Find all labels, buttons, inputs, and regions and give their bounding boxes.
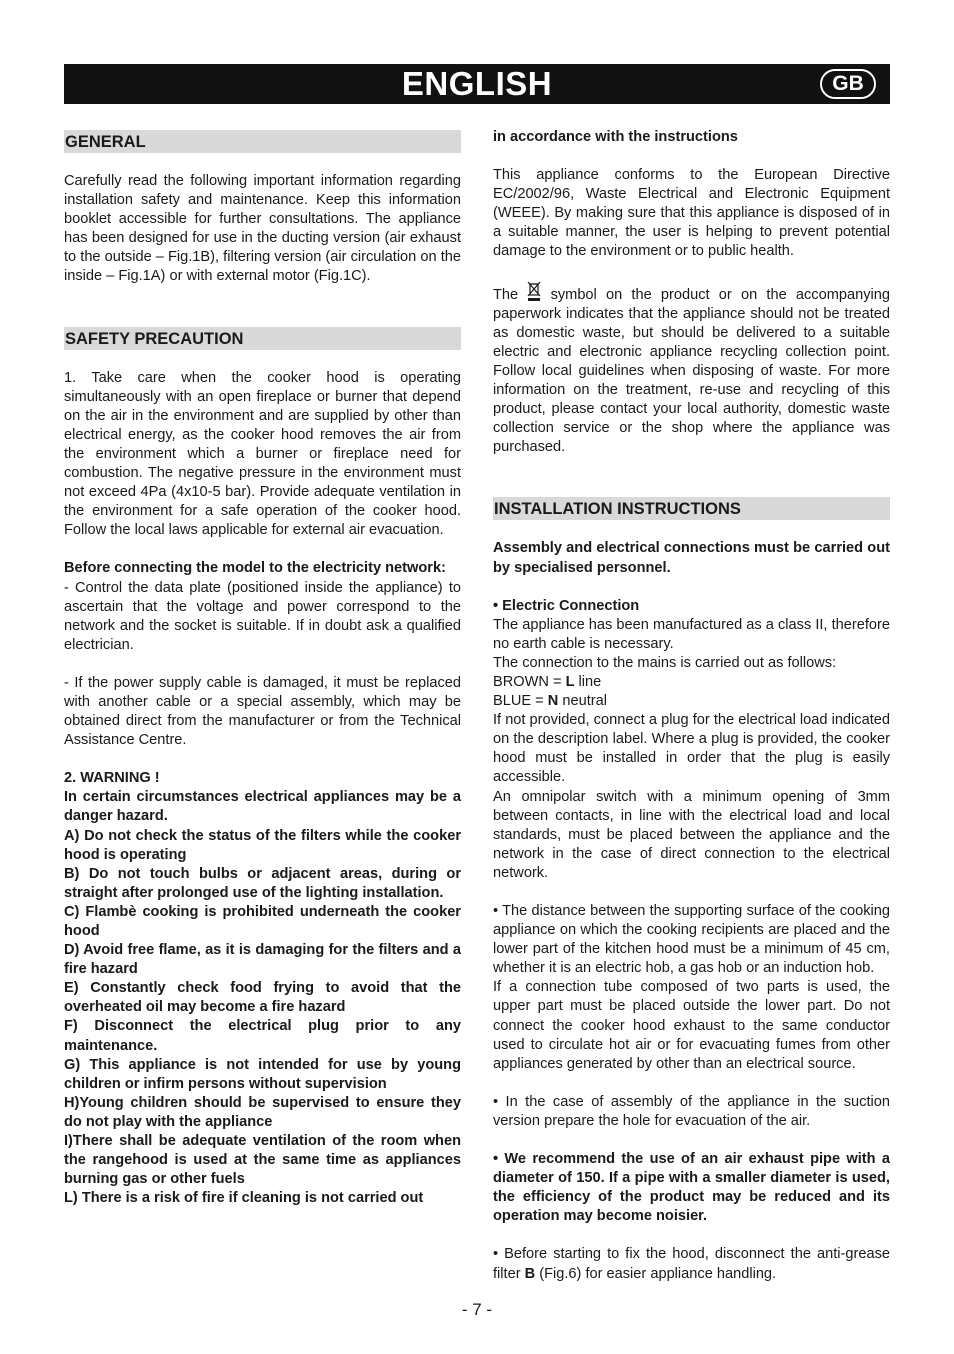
warning-heading: 2. WARNING !	[64, 770, 160, 787]
language-banner	[64, 64, 890, 104]
right-column	[493, 128, 890, 1284]
assembly-note: Assembly and electrical connections must be carried out by specialised personnel.	[493, 540, 890, 576]
electric-connection-heading: • Electric Connection	[493, 597, 640, 614]
blue-letter: N	[547, 693, 559, 710]
pipe-recommendation: • We recommend the use of an air exhaust pipe with a diameter of 150. If a pipe with a smaller diameter is used, the efficiency of the product may be reduced and its operation may become noisier.	[493, 1151, 890, 1225]
brown-label: BROWN =	[493, 673, 566, 690]
blue-label: BLUE =	[493, 693, 548, 710]
warning-item: G) This appliance is not intended for use by young children or infirm persons without supervision	[64, 1056, 461, 1092]
warning-item: I)There shall be adequate ventilation of the room when the rangehood is used at the same time as appliances burning gas or other fuels	[64, 1133, 461, 1188]
warning-item: A) Do not check the status of the filters while the cooker hood is operating	[64, 827, 461, 863]
section-heading-installation: INSTALLATION INSTRUCTIONS	[493, 497, 890, 520]
page-number: - 7 -	[461, 1300, 493, 1319]
electric-paragraph-4: An omnipolar switch with a minimum opening of 3mm between contacts, in line with the electrical load and local standards, must be placed between the appliance and the network in the case of direct connection to the electrical network.	[493, 788, 890, 881]
section-heading-safety: SAFETY PRECAUTION	[64, 327, 461, 350]
blue-wire-line	[493, 692, 890, 711]
warning-item: L) There is a risk of fire if cleaning is not carried out	[64, 1190, 424, 1207]
electric-paragraph-2: The connection to the mains is carried out as follows:	[493, 654, 837, 671]
before-connecting-heading: Before connecting the model to the electricity network:	[64, 560, 446, 577]
symbol-pre-text: The	[493, 286, 519, 303]
warning-item: B) Do not touch bulbs or adjacent areas, during or straight after prolonged use of the lighting installation.	[64, 865, 461, 901]
distance-paragraph: • The distance between the supporting surface of the cooking appliance on which the cooking recipients are placed and the lower part of the kitchen hood must be a minimum of 45 cm, whether it is an electric hob, a gas hob or an induction hob.	[493, 903, 890, 977]
warning-item: D) Avoid free flame, as it is damaging for the filters and a fire hazard	[64, 942, 461, 978]
language-badge: GB	[820, 69, 876, 99]
brown-wire-line	[493, 673, 890, 692]
warning-item: C) Flambè cooking is prohibited underneath the cooker hood	[64, 903, 461, 939]
cable-text: - If the power supply cable is damaged, it must be replaced with another cable or a special assembly, which may be obtained direct from the manufacturer or from the Technical Assistance Centre.	[64, 674, 461, 749]
tube-paragraph: If a connection tube composed of two parts is used, the upper part must be placed outside the lower part. Do not connect the cooker hood exhaust to the same conductor used to circulate hot air or for evacuating fumes from other appliances generated by other than an electrical source.	[493, 979, 890, 1072]
blue-word: neutral	[558, 693, 607, 710]
page-title: ENGLISH	[401, 65, 553, 102]
weee-symbol-paragraph	[493, 281, 890, 458]
before-connecting-text: - Control the data plate (positioned inside the appliance) to ascertain that the voltage and power correspond to the network and the socket is suitable. If in doubt ask a qualified electrician.	[64, 579, 461, 653]
continuation-text: in accordance with the instructions	[493, 129, 738, 145]
section-heading-general: GENERAL	[64, 130, 461, 153]
filter-letter: B	[524, 1265, 536, 1282]
brown-letter: L	[565, 673, 575, 690]
filter-paragraph	[493, 1245, 890, 1283]
safety-paragraph-1: 1. Take care when the cooker hood is operating simultaneously with an open fireplace or burner that depend on the air in the environment and are supplied by other than electrical energy, as the cooker hood removes the air from the environment which a burner or fireplace need for combustion. The negative pressure in the environment must not exceed 4Pa (4x10-5 bar). Provide adequate ventilation in the environment for a safe operation of the cooker hood. Follow the local laws applicable for external air evacuation.	[64, 369, 461, 539]
electric-paragraph-3: If not provided, connect a plug for the electrical load indicated on the description label. Where a plug is provided, the cooker hood must be installed in order that the plug is easily accessible.	[493, 712, 890, 786]
general-text: Carefully read the following important information regarding installation safety and maintenance. Keep this information booklet accessible for further consultations. The appliance has been designed for use in the ducting version (air exhaust to the outside – Fig.1B), filtering version (air circulation on the inside – Fig.1A) or with external motor (Fig.1C).	[64, 173, 461, 285]
warning-intro: In certain circumstances electrical appliances may be a danger hazard.	[64, 789, 461, 825]
filter-pre: • Before starting to fix the hood, disconnect the anti-grease filter	[493, 1246, 890, 1282]
left-column	[64, 128, 461, 1208]
brown-word: line	[574, 673, 602, 690]
warning-item: F) Disconnect the electrical plug prior to any maintenance.	[64, 1018, 461, 1054]
electric-paragraph-1: The appliance has been manufactured as a class II, therefore no earth cable is necessary.	[493, 616, 890, 652]
crossed-bin-icon	[527, 281, 541, 301]
symbol-post-text: symbol on the product or on the accompanying paperwork indicates that the appliance should not be treated as domestic waste, but should be delivered to a suitable electric and electronic appliance recycling collection point. Follow local guidelines when disposing of waste. For more information on the treatment, re-use and recycling of this product, please contact your local authority, domestic waste collection service or the shop where the appliance was purchased.	[493, 286, 890, 456]
warning-item: E) Constantly check food frying to avoid that the overheated oil may become a fire hazard	[64, 980, 461, 1016]
weee-text: This appliance conforms to the European Directive EC/2002/96, Waste Electrical and Electronic Equipment (WEEE). By making sure that this appliance is disposed of in a suitable manner, the user is helping to prevent potential damage to the environment or to public health.	[493, 167, 890, 260]
suction-paragraph: • In the case of assembly of the appliance in the suction version prepare the hole for evacuation of the air.	[493, 1093, 890, 1129]
warning-item: H)Young children should be supervised to ensure they do not play with the appliance	[64, 1094, 461, 1130]
filter-post: (Fig.6) for easier appliance handling.	[535, 1265, 777, 1282]
